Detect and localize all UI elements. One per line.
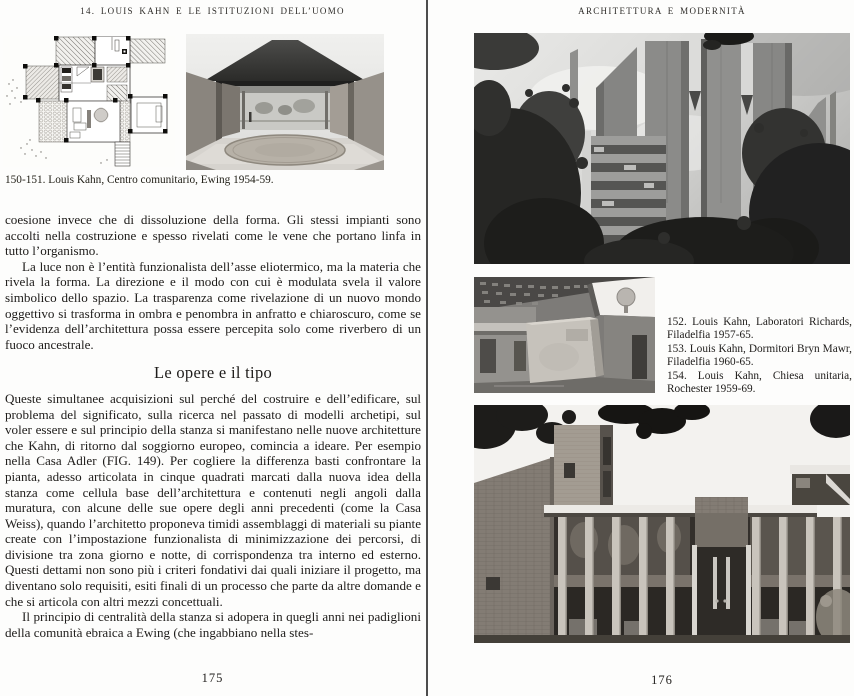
figure-154-church-photo [474,405,850,643]
paragraph: coesione invece che di dissoluzione della forma. Gli stessi impianti sono accolti nella costruzione e spesso rivelati come le vene che portano linfa in tutto l’organismo. [5,212,421,259]
page-number-left: 175 [201,671,224,685]
caption-154: 154. Louis Kahn, Chiesa unitaria, Rochester 1959-69. [667,369,852,396]
page-number-right: 176 [651,673,673,687]
caption-152: 152. Louis Kahn, Laboratori Richards, Filadelfia 1957-65. [667,316,852,342]
paragraph: La luce non è l’entità funzionalista dell’asse eliotermico, ma la materia che rivela la forma. La direzione e il modo con cui è modulata svela il valore simbolico dello spazio. La trasparenza come rivelazione di un nuovo mondo oggettivo si trasforma in ombra e penombra in anfratto e chiaroscuro, come se l’evidenza dell’architettura possa essere percepita solo come riverbero di un fuoco ancestrale. [5,258,421,352]
church-photo-graphic [474,405,850,643]
figure-150-plan-image [3,36,175,167]
paragraph: Il principio di centralità della stanza si adopera in quegli anni nei padiglioni della comunità ebraica a Ewing (che ingabbiano nella stes- [5,609,421,640]
richards-labs-photo-graphic [474,33,850,264]
figure-151-pavilion-photo [186,34,384,170]
figure-caption-150-151: 150-151. Louis Kahn, Centro comunitario, Ewing 1954-59. [5,174,274,186]
page-175 [0,0,426,696]
interior-photo-graphic [474,277,655,393]
body-text-column [5,212,421,640]
page-176 [428,0,854,696]
running-head-right: ARCHITETTURA E MODERNITÀ [578,6,746,16]
pavilion-photo-graphic [186,34,384,170]
running-head-left: 14. LOUIS KAHN E LE ISTITUZIONI DELL’UOMO [80,6,345,16]
floor-plan-drawing [3,36,175,167]
section-heading: Le opere e il tipo [153,363,273,383]
figure-153-interior-photo [474,277,655,393]
paragraph: Queste simultanee acquisizioni sul perché del costruire e dell’edificare, sul problema del significato, sulla ricerca nel passato di modelli archetipi, sul voler essere e sul principio della stanza si manifestano nelle nuove architetture che Kahn, di ritorno dal soggiorno europeo, comincia a ideare. Per esempio nella Casa Adler (FIG. 149). Per cogliere la differenza basti confrontare la pianta, adesso articolata in cinque quadrati marcati dalla nuova idea della stanza come cellula base dell’architettura e contenuti negli angoli dalla muratura, con alcune delle sue opere degli anni precedenti (come la Casa Weiss), quando l’architetto proponeva timidi assemblaggi di materiali su piante create con l’impostazione funzionalista di minimizzazione dei percorsi, di divisione tra zona giorno e notte, di corrispondenza tra interno ed esterno. Questi dettami non sono più i criteri fondativi dai quali iniziare il progetto, ma diventano solo requisiti, esiti finali di un processo che parte da altre domande e che si articola con altri mezzi concettuali. [5,390,421,609]
figure-152-richards-labs-photo [474,33,850,264]
caption-153: 153. Louis Kahn, Dormitori Bryn Mawr, Filadelfia 1960-65. [667,342,852,369]
figure-captions-152-154 [667,316,852,396]
